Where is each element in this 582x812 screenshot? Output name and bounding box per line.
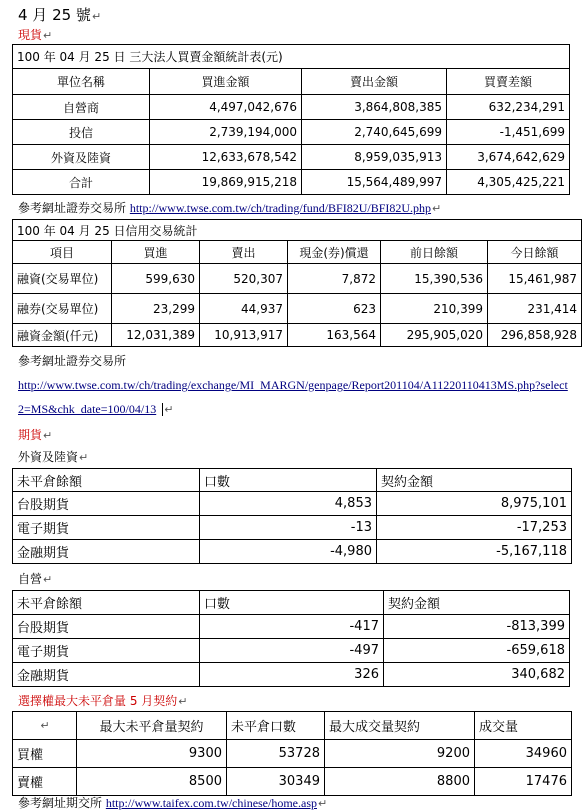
- row-label: 電子期貨: [13, 639, 200, 663]
- futures-heading: [18, 426, 52, 443]
- row-label: 金融期貨: [13, 663, 200, 687]
- contracts-value: -497: [200, 639, 384, 663]
- table-row: [13, 95, 570, 120]
- table-row: [13, 294, 582, 324]
- table-row: [13, 324, 582, 347]
- row-label: 賣權: [13, 768, 77, 796]
- column-header: 賣出: [200, 241, 288, 264]
- column-header: 未平倉餘額: [13, 591, 200, 615]
- table-row: [13, 492, 572, 516]
- table-header-row: [13, 469, 572, 492]
- buy-value: 599,630: [112, 264, 200, 294]
- contract-amount: -5,167,118: [377, 540, 572, 564]
- row-label: 台股期貨: [13, 492, 200, 516]
- column-header: 口數: [200, 591, 384, 615]
- today-balance: 296,858,928: [488, 324, 582, 347]
- contract-amount: -659,618: [384, 639, 570, 663]
- contracts-value: 4,853: [200, 492, 377, 516]
- row-label: 自營商: [13, 95, 150, 120]
- column-header: 今日餘額: [488, 241, 582, 264]
- table-row: [13, 170, 570, 195]
- contracts-value: -13: [200, 516, 377, 540]
- row-label: 融資(交易單位): [13, 264, 112, 294]
- column-header: 前日餘額: [381, 241, 488, 264]
- max-volume-contract: 8800: [325, 768, 475, 796]
- dealer-heading-text: 自營: [18, 572, 43, 586]
- row-label: 電子期貨: [13, 516, 200, 540]
- sell-amount: 15,564,489,997: [302, 170, 447, 195]
- spot-heading: [18, 26, 52, 43]
- contract-amount: -813,399: [384, 615, 570, 639]
- column-header: 最大未平倉量契約: [77, 712, 227, 740]
- repay-value: 163,564: [288, 324, 381, 347]
- twse-fund-link[interactable]: http://www.twse.com.tw/ch/trading/fund/BFI82U/BFI82U.php: [129, 201, 432, 215]
- column-header: 口數: [200, 469, 377, 492]
- paragraph-mark: ↵: [43, 429, 53, 442]
- column-header: 賣出金額: [302, 69, 447, 95]
- table-row: [13, 264, 582, 294]
- contract-amount: 8,975,101: [377, 492, 572, 516]
- options-open-interest-table: [12, 711, 572, 796]
- today-balance: 15,461,987: [488, 264, 582, 294]
- column-header: 未平倉餘額: [13, 469, 200, 492]
- buy-amount: 4,497,042,676: [150, 95, 302, 120]
- prev-balance: 15,390,536: [381, 264, 488, 294]
- repay-value: 623: [288, 294, 381, 324]
- column-header: 成交量: [475, 712, 572, 740]
- column-header: 買賣差額: [447, 69, 570, 95]
- futures-heading-text: 期貨: [18, 428, 43, 442]
- net-amount: 4,305,425,221: [447, 170, 570, 195]
- net-amount: 3,674,642,629: [447, 145, 570, 170]
- contract-amount: 340,682: [384, 663, 570, 687]
- sell-amount: 2,740,645,699: [302, 120, 447, 145]
- institutional-trading-table: [12, 44, 570, 195]
- table-row: [13, 740, 572, 768]
- max-oi-contract: 8500: [77, 768, 227, 796]
- column-header: [13, 712, 77, 740]
- column-header: 買進: [112, 241, 200, 264]
- table-row: [13, 120, 570, 145]
- row-label: 融資金額(仟元): [13, 324, 112, 347]
- column-header: 契約金額: [377, 469, 572, 492]
- net-amount: 632,234,291: [447, 95, 570, 120]
- net-amount: -1,451,699: [447, 120, 570, 145]
- table-row: [13, 540, 572, 564]
- table-row: [13, 663, 570, 687]
- table-row: [13, 516, 572, 540]
- reference-taifex: [18, 794, 327, 811]
- paragraph-mark: ↵: [432, 202, 442, 215]
- buy-amount: 19,869,915,218: [150, 170, 302, 195]
- margin-trading-table: [12, 219, 582, 347]
- reference-twse-fund: [18, 199, 441, 216]
- foreign-heading-text: 外資及陸資: [18, 450, 79, 464]
- table-row: [13, 145, 570, 170]
- open-interest: 30349: [227, 768, 325, 796]
- contracts-value: -4,980: [200, 540, 377, 564]
- paragraph-mark: ↵: [43, 29, 53, 42]
- today-balance: 231,414: [488, 294, 582, 324]
- row-label: 台股期貨: [13, 615, 200, 639]
- foreign-heading: [18, 448, 88, 465]
- paragraph-mark: ↵: [318, 797, 328, 810]
- row-label: 投信: [13, 120, 150, 145]
- table-caption: 100 年 04 月 25 日 三大法人買賣金額統計表(元): [13, 45, 570, 69]
- table-caption: 100 年 04 月 25 日信用交易統計: [13, 220, 582, 241]
- column-header: 單位名稱: [13, 69, 150, 95]
- twse-margin-link[interactable]: http://www.twse.com.tw/ch/trading/exchange/MI_MARGN/genpage/Report201104/A11220110413MS.php?select: [18, 378, 568, 392]
- contracts-value: 326: [200, 663, 384, 687]
- buy-amount: 2,739,194,000: [150, 120, 302, 145]
- table-header-row: [13, 712, 572, 740]
- sell-amount: 3,864,808,385: [302, 95, 447, 120]
- column-header: 項目: [13, 241, 112, 264]
- reference-label: 參考網址期交所: [18, 796, 106, 810]
- row-label: 買權: [13, 740, 77, 768]
- reference-twse-margin-label: [18, 352, 126, 369]
- sell-value: 44,937: [200, 294, 288, 324]
- options-heading: [18, 692, 187, 709]
- contract-amount: -17,253: [377, 516, 572, 540]
- row-label: 合計: [13, 170, 150, 195]
- row-label: 融券(交易單位): [13, 294, 112, 324]
- max-volume-contract: 9200: [325, 740, 475, 768]
- contracts-value: -417: [200, 615, 384, 639]
- dealer-futures-table: [12, 590, 570, 687]
- buy-value: 23,299: [112, 294, 200, 324]
- twse-margin-link-line2: [18, 402, 173, 417]
- twse-margin-link-continued[interactable]: 2=MS&chk_date=100/04/13: [18, 402, 157, 416]
- reference-label: 參考網址證券交易所: [18, 354, 127, 368]
- column-header: 未平倉口數: [227, 712, 325, 740]
- row-label: 金融期貨: [13, 540, 200, 564]
- table-row: [13, 615, 570, 639]
- page-title: [18, 4, 101, 25]
- options-heading-text: 選擇權最大未平倉量 5 月契約: [18, 694, 178, 708]
- sell-amount: 8,959,035,913: [302, 145, 447, 170]
- repay-value: 7,872: [288, 264, 381, 294]
- reference-label: 參考網址證券交易所: [18, 201, 130, 215]
- buy-value: 12,031,389: [112, 324, 200, 347]
- table-header-row: [13, 69, 570, 95]
- twse-margin-link-line1: [18, 378, 568, 393]
- taifex-link[interactable]: http://www.taifex.com.tw/chinese/home.asp: [105, 796, 317, 810]
- table-row: [13, 639, 570, 663]
- paragraph-mark: ↵: [79, 451, 89, 464]
- row-label: 外資及陸資: [13, 145, 150, 170]
- spot-heading-text: 現貨: [18, 28, 43, 42]
- paragraph-mark: ↵: [91, 10, 102, 23]
- volume: 17476: [475, 768, 572, 796]
- prev-balance: 295,905,020: [381, 324, 488, 347]
- table-header-row: [13, 591, 570, 615]
- column-header: 契約金額: [384, 591, 570, 615]
- open-interest: 53728: [227, 740, 325, 768]
- dealer-heading: [18, 570, 52, 587]
- paragraph-mark: ↵: [164, 403, 174, 416]
- sell-value: 520,307: [200, 264, 288, 294]
- sell-value: 10,913,917: [200, 324, 288, 347]
- buy-amount: 12,633,678,542: [150, 145, 302, 170]
- column-header: 現金(券)償還: [288, 241, 381, 264]
- paragraph-mark: ↵: [178, 695, 188, 708]
- column-header: 買進金額: [150, 69, 302, 95]
- page-title-text: 4 月 25 號: [18, 6, 91, 24]
- table-header-row: [13, 241, 582, 264]
- prev-balance: 210,399: [381, 294, 488, 324]
- cell-mark: ↵: [40, 719, 50, 732]
- table-row: [13, 768, 572, 796]
- max-oi-contract: 9300: [77, 740, 227, 768]
- paragraph-mark: ↵: [43, 573, 53, 586]
- foreign-futures-table: [12, 468, 572, 564]
- column-header: 最大成交量契約: [325, 712, 475, 740]
- volume: 34960: [475, 740, 572, 768]
